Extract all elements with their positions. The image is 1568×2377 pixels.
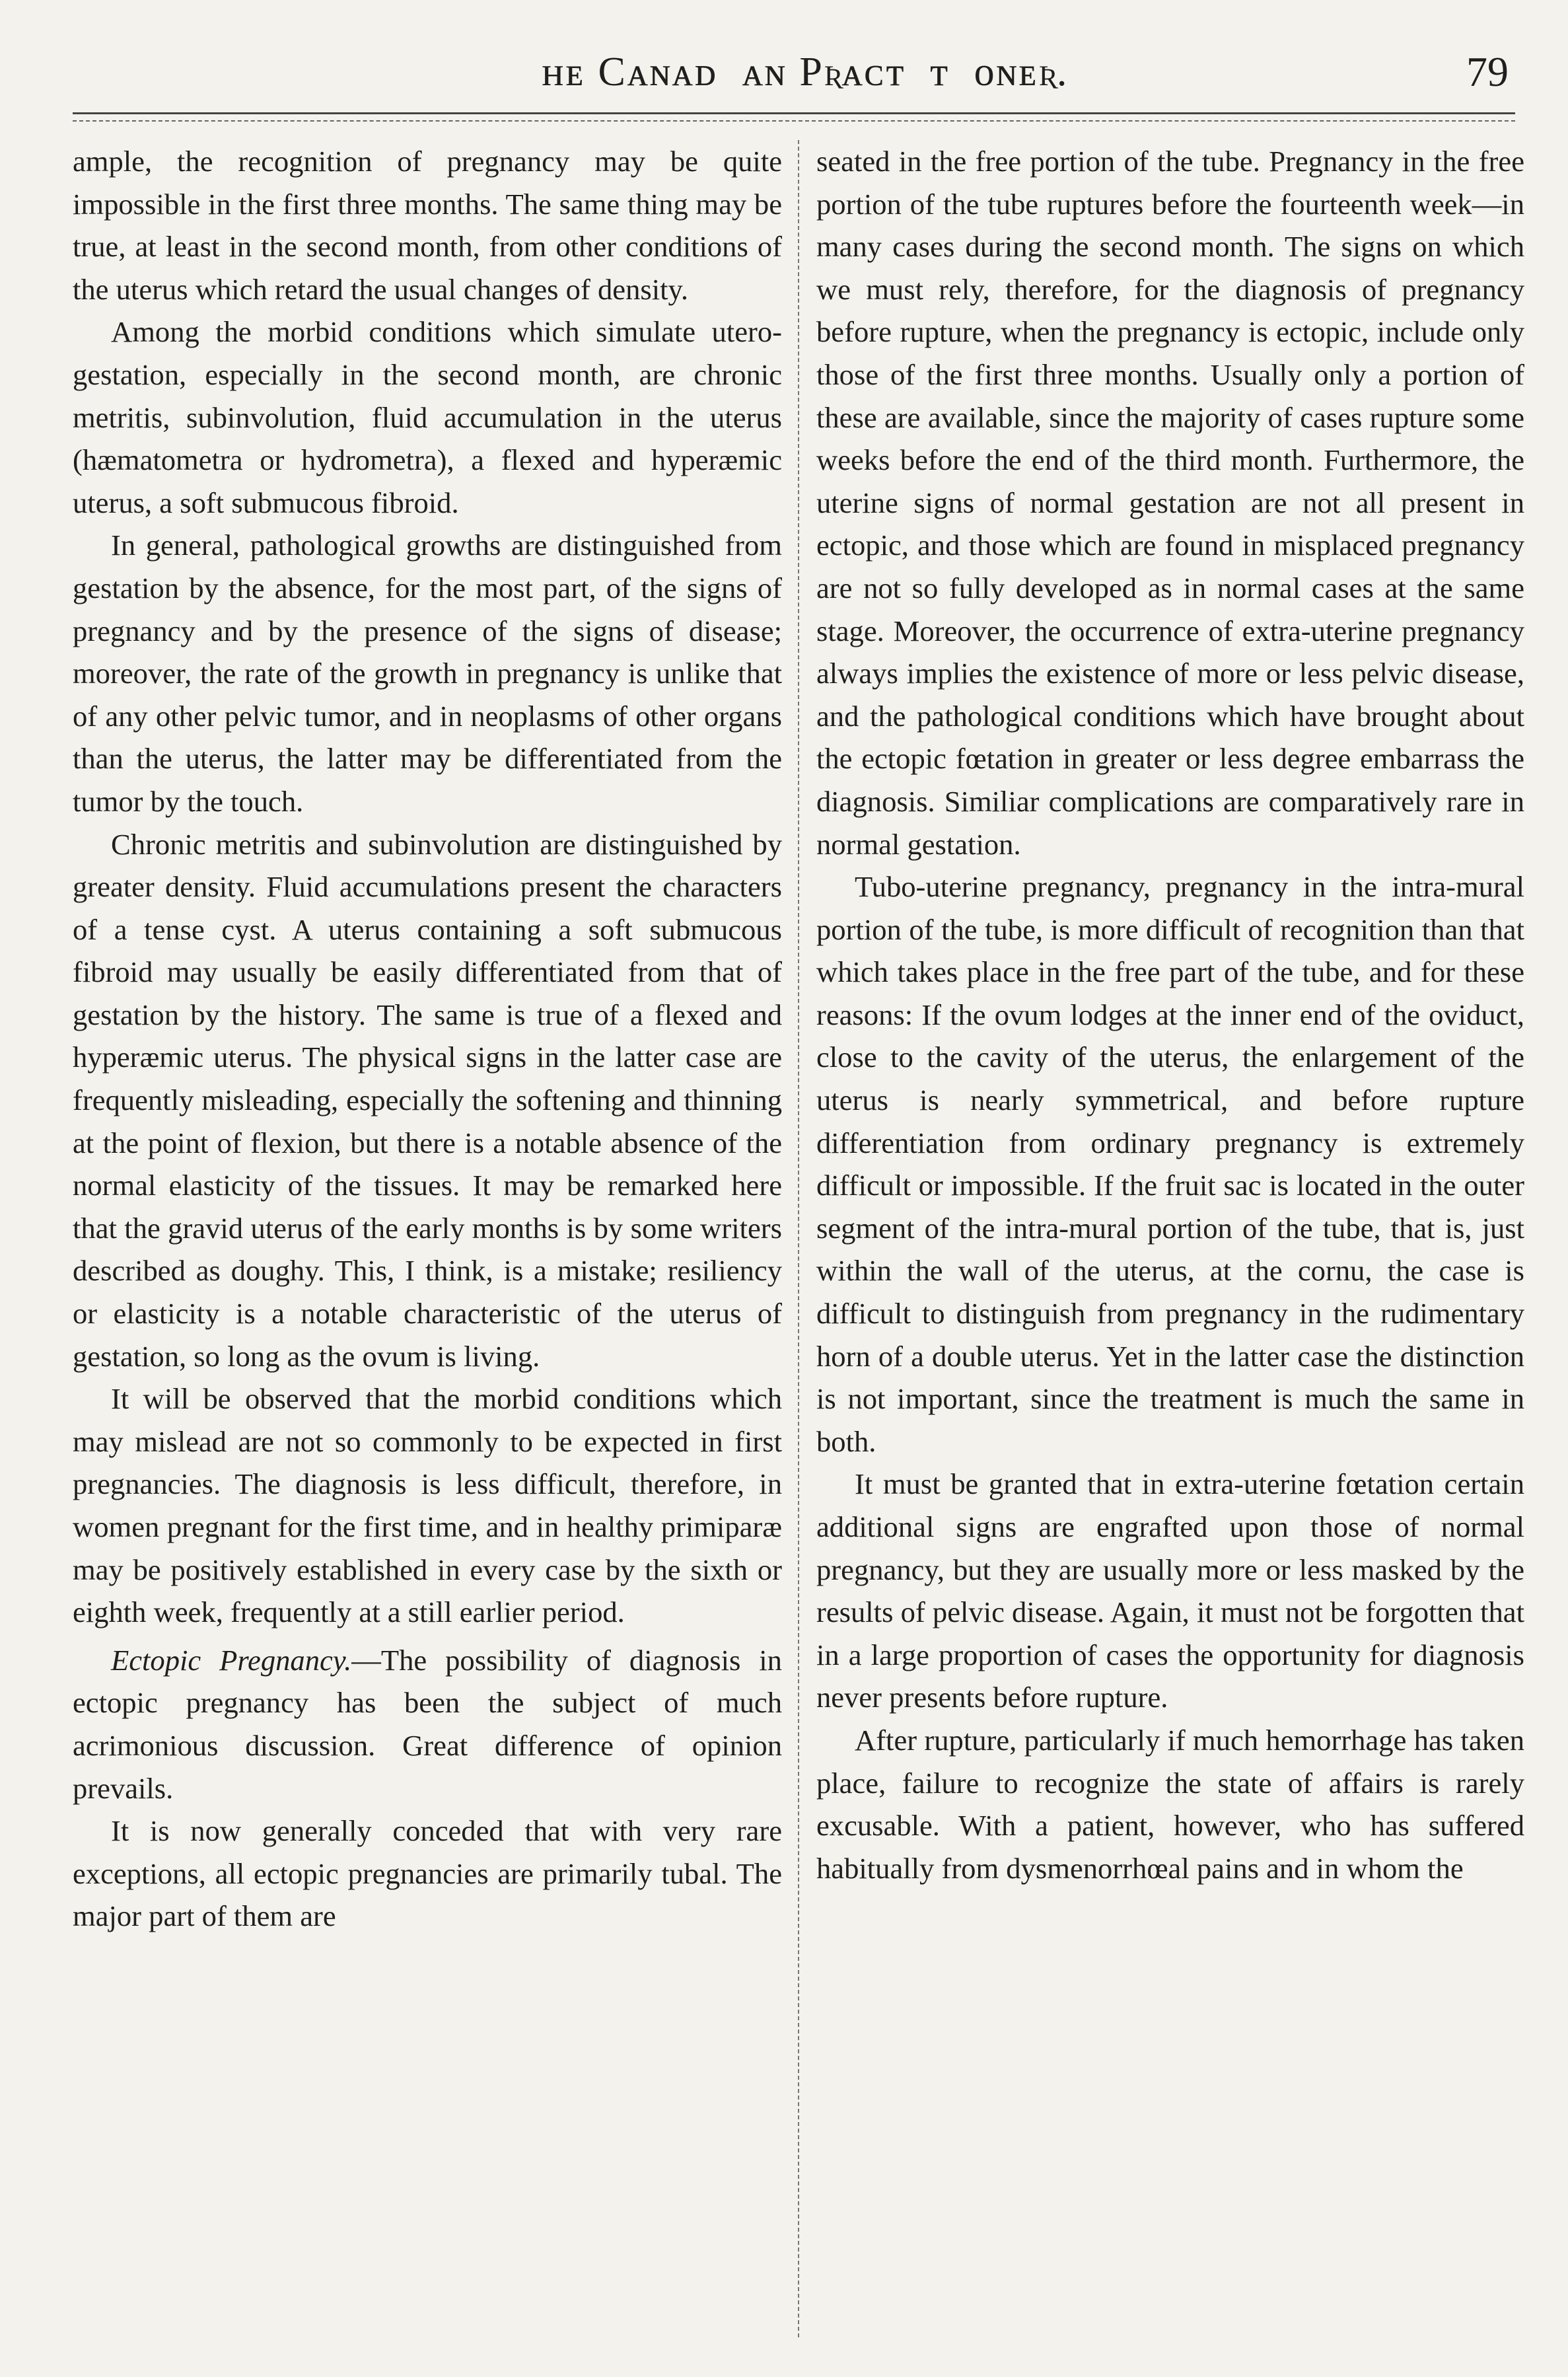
- paragraph: Among the morbid conditions which simulate utero-gestation, especially in the second month, are chronic metritis, subinvolution, fluid accumulation in the uterus (hæmatometra or hydrometra), a flexed and hyperæmic uterus, a soft submucous fibroid.: [73, 315, 782, 519]
- paragraph: seated in the free portion of the tube. Pregnancy in the free portion of the tube ruptures before the fourteenth week—in many cases during the second month. The signs on which we must rely, therefore, for the diagnosis of pregnancy before rupture, when the pregnancy is ectopic, include only those of the first three months. Usually only a portion of these are available, since the majority of cases rupture some weeks before the end of the third month. Furthermore, the uterine signs of normal gestation are not all present in ectopic, and those which are found in misplaced pregnancy are not so fully developed as in normal cases at the same stage. Moreover, the occurrence of extra-uterine pregnancy always implies the existence of more or less pelvic disease, and the pathological conditions which have brought about the ectopic fœtation in greater or less degree embarrass the diagnosis. Similiar complications are comparatively rare in normal gestation.: [816, 145, 1524, 861]
- left-column: [73, 140, 782, 2351]
- paragraph: After rupture, particularly if much hemorrhage has taken place, failure to recognize the state of affairs is rarely excusable. With a patient, however, who has suffered habitually from dysmenorrhœal pains and in whom the: [816, 1723, 1524, 1885]
- paragraph: It will be observed that the morbid conditions which may mislead are not so commonly to be expected in first pregnancies. The diagnosis is less difficult, therefore, in women pregnant for the first time, and in healthy primiparæ may be positively established in every case by the sixth or eighth week, frequently at a still earlier period.: [73, 1382, 782, 1629]
- section-heading: Ectopic Pregnancy.: [111, 1643, 352, 1677]
- section-paragraph: [73, 1639, 782, 1810]
- paragraph: In general, pathological growths are distinguished from gestation by the absence, for the most part, of the signs of pregnancy and by the presence of the signs of disease; moreover, the rate of the growth in pregnancy is unlike that of any other pelvic tumor, and in neoplasms of other organs than the uterus, the latter may be differentiated from the tumor by the touch.: [73, 529, 782, 818]
- header-rule: [73, 112, 1515, 114]
- right-column: [816, 140, 1524, 2351]
- paragraph: It must be granted that in extra-uterine fœtation certain additional signs are engrafted upon those of normal pregnancy, but they are usually more or less masked by the results of pelvic disease. Again, it must not be forgotten that in a large proportion of cases the opportunity for diagnosis never presents before rupture.: [816, 1467, 1524, 1714]
- column-divider: [798, 140, 799, 2337]
- page-header: [73, 40, 1509, 112]
- paragraph: Tubo-uterine pregnancy, pregnancy in the intra-mural portion of the tube, is more difficult of recognition than that which takes place in the free part of the tube, and for these reasons: If the ovum lodges at the inner end of the oviduct, close to the cavity of the uterus, the enlargement of the uterus is nearly symmetrical, and before rupture differentiation from ordinary pregnancy is extremely difficult or impossible. If the fruit sac is located in the outer segment of the intra-mural portion of the tube, that is, just within the wall of the uterus, at the cornu, the case is difficult to distinguish from pregnancy in the rudimentary horn of a double uterus. Yet in the latter case the distinction is not important, since the treatment is much the same in both.: [816, 870, 1524, 1458]
- section-text: —The possibility of diagnosis in ectopic pregnancy has been the subject of much acrimonious discussion. Great difference of opinion prevails.: [73, 1643, 782, 1805]
- paragraph: ample, the recognition of pregnancy may be quite impossible in the first three months. The same thing may be true, at least in the second month, from other conditions of the uterus which retard the usual changes of density.: [73, 145, 782, 306]
- paragraph: Chronic metritis and subinvolution are distinguished by greater density. Fluid accumulations present the characters of a tense cyst. A uterus containing a soft submucous fibroid may usually be easily differentiated from that of gestation by the history. The same is true of a flexed and hyperæmic uterus. The physical signs in the latter case are frequently misleading, especially the softening and thinning at the point of flexion, but there is a notable absence of the normal elasticity of the tissues. It may be remarked here that the gravid uterus of the early months is by some writers described as doughy. This, I think, is a mistake; resiliency or elasticity is a notable characteristic of the uterus of gestation, so long as the ovum is living.: [73, 827, 782, 1373]
- paragraph: It is now generally conceded that with very rare exceptions, all ectopic pregnancies are primarily tubal. The major part of them are: [73, 1814, 782, 1933]
- running-title: ɪ ʜᴇ Cᴀɴᴀᴅɪᴀɴ Pʀᴀᴄᴛɪᴛɪᴏɴᴇʀ.: [512, 50, 1069, 94]
- header-rule-dashed: [73, 120, 1515, 122]
- page-number: 79: [1466, 48, 1509, 95]
